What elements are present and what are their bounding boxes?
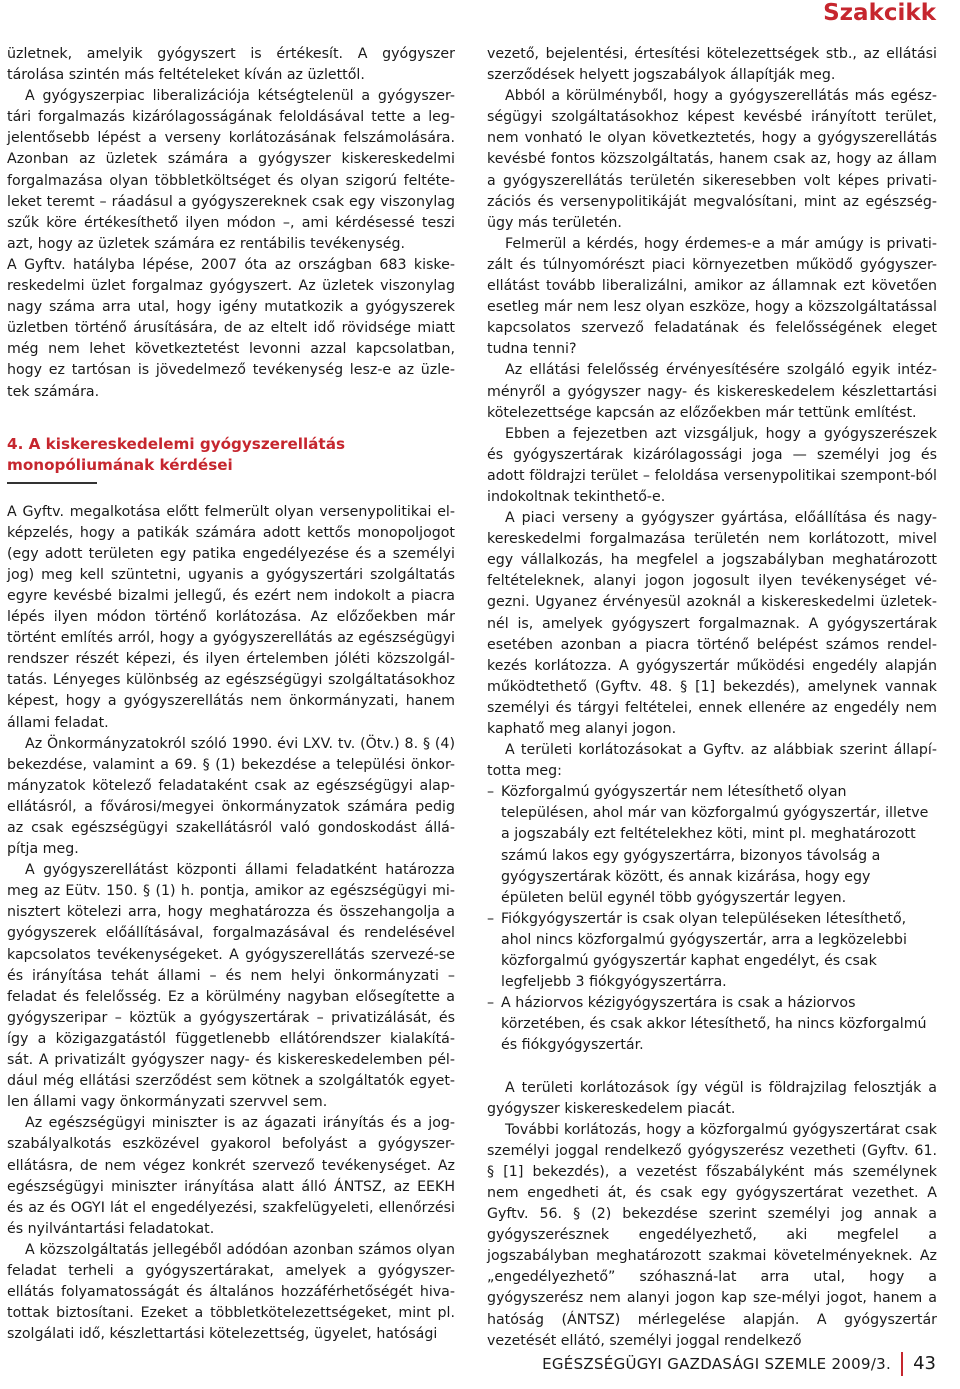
list-dash: – bbox=[487, 784, 495, 801]
paragraph: A Gyftv. hatályba lépése, 2007 óta az országban 683 kiske-reskedelmi üzlet forgalmaz gyógyszert. Az üzletek viszonylag nagy száma arra utal, hogy igény mutatkozik a gyógyszerek üzletben történő árusítására, de az eltelt idő rövidsége miatt még nem lehet következtetést levonni azzal kapcsolatban, hogy ez tartósan is jövedelmező tevékenység lesz-e az üzle-tek számára. bbox=[7, 256, 455, 400]
list-item-text: Fiókgyógyszertár is csak olyan településeken létesíthető, ahol nincs közforgalmú gyógyszertár, arra a legközelebbi közforgalmú gyógyszertár kaphat engedélyt, és csak legfeljebb 3 fiókgyógyszertárra. bbox=[501, 910, 907, 991]
footer-divider bbox=[901, 1352, 903, 1376]
paragraph: üzletnek, amelyik gyógyszert is értékesít. A gyógyszer tárolása szintén más feltételeket kíván az üzlettől. bbox=[7, 46, 455, 84]
paragraph: vezető, bejelentési, értesítési kötelezettségek stb., az ellátási szerződések helyett jogszabályok állapítják meg. bbox=[487, 46, 937, 84]
paragraph: Az Önkormányzatokról szóló 1990. évi LXV. tv. (Ötv.) 8. § (4) bekezdése, valamint a 69. § (1) bekezdése a települési önkor-mányzatok kötelező feladataként csak az egészségügyi alap-ellátásról, a fővárosi/megyei önkormányzatok számára pedig az csak egészségügyi szakellátásról való gondoskodást állá-pítja meg. bbox=[7, 735, 455, 858]
left-column bbox=[7, 44, 455, 1345]
journal-name: EGÉSZSÉGÜGYI GAZDASÁGI SZEMLE 2009/3. bbox=[542, 1355, 892, 1373]
list-item bbox=[487, 782, 937, 909]
paragraph: A területi korlátozásokat a Gyftv. az alábbiak szerint állapí-totta meg: bbox=[487, 742, 937, 780]
paragraph: Abból a körülményből, hogy a gyógyszerellátás más egész-ségügyi szolgáltatásokhoz képest kevésbé irányított terület, nem vonható le olyan következtetés, hogy a gyógyszerellátás kevésbé fontos közszolgáltatás, hanem csak az, hogy az állam a gyógyszerellátás területén sikeresebben volt képes privati-zációs és versenypolitikáját megvalósítani, mint az egészség-ügy más területén. bbox=[487, 88, 937, 231]
paragraph: Felmerül a kérdés, hogy érdemes-e a már amúgy is privati-zált és túlnyomórészt piaci környezetben működő gyógyszer-ellátást tovább liberalizálni, amikor az államnak ezt követően esetleg már nem lesz olyan eszköze, hogy a közszolgáltatással kapcsolatos szervező feladatának és felelősségének eleget tudna tenni? bbox=[487, 235, 937, 358]
section-divider bbox=[7, 482, 97, 484]
paragraph: Az ellátási felelősség érvényesítésére szolgáló egyik intéz-ményről a gyógyszer nagy- és kiskereskedelem készlettartási kötelezettsége kapcsán az előzőekben már tettünk említést. bbox=[487, 362, 937, 421]
page-footer bbox=[542, 1349, 936, 1379]
paragraph: Az egészségügyi miniszter is az ágazati irányítás és a jog-szabályalkotás eszközével gyakorol befolyást a gyógyszer-ellátásra, de nem végez konkrét szervező tevékenységet. Az egészségügyi miniszter irányítása alatt álló ÁNTSZ, az EEKH és az és OGYI lát el engedélyezési, szakfelügyeleti, ellenőrzési és nyilvántartási feladatokat. bbox=[7, 1115, 455, 1237]
paragraph: A területi korlátozások így végül is földrajzilag felosztják a gyógyszer kiskereskedelem piacát. bbox=[487, 1079, 937, 1117]
page-number: 43 bbox=[913, 1353, 936, 1374]
paragraph: További korlátozás, hogy a közforgalmú gyógyszertárat csak személyi joggal rendelkező gyógyszerész vezetheti (Gyftv. 61. § [1] bekezdés), a vezetést főszabályként más személynek nem engedheti át, és csak egy gyógyszertárat vezethet. A Gyftv. 56. § (2) bekezdése szerint személyi jog annak a gyógyszerésznek engedélyezhető, aki megfelel a jogszabályban meghatározott szakmai követelményeknek. Az „engedélyezhető” szóhaszná-lat arra utal, hogy a gyógyszerész nem alanyi jogon kap sze-mélyi jogot, hanem a hatóság (ÁNTSZ) mérlegelése alapján. A gyógyszertár vezetését ellátó, személyi joggal rendelkező bbox=[487, 1121, 937, 1349]
list-item-text: A háziorvos kézigyógyszertára is csak a háziorvos körzetében, és csak akkor létesíthető, ha nincs közforgalmú és fiókgyógyszertár. bbox=[501, 995, 927, 1054]
list-dash: – bbox=[487, 910, 495, 927]
paragraph: A gyógyszerellátást központi állami feladatként határozza meg az Eütv. 150. § (1) h. pontja, amikor az egészségügyi mi-nisztert kötelezi arra, hogy meghatározza és összehangolja a gyógyszerek előállításával, forgalmazásával és rendelésével kapcsolatos tevékenységeket. A gyógyszerellátás szervezé-se és irányítása tehát állami – és nem helyi önkormányzati – feladat és felelősség. Ez a körülmény nagyban elősegítette a gyógyszeripar – köztük a gyógyszertárak – privatizálását, és így a közigazgatástól függetlenebb ellátórendszer kialakítá-sát. A privatizált gyógyszer nagy- és kiskereskedelemben pél-dául még ellátási szerződést sem kötnek a szolgáltatók egyet-len állami vagy önkormányzati szervvel sem. bbox=[7, 862, 455, 1111]
paragraph: A közszolgáltatás jellegéből adódóan azonban számos olyan feladat terheli a gyógyszertárakat, amelyek a gyógyszer-ellátás folyamatosságát és általános hozzáférhetőségét hiva-tottak biztosítani. Ezeket a többletkötelezettségeket, mint pl. szolgálati idő, készlettartási kötelezettség, ügyelet, hatósági bbox=[7, 1241, 455, 1343]
right-column bbox=[487, 44, 937, 1352]
paragraph: Ebben a fejezetben azt vizsgáljuk, hogy a gyógyszerészek és gyógyszertárak kizárólagossági joga — személyi jog és adott földrajzi terület – feloldása versenypolitikai szempont-ból indokoltnak tekinthető-e. bbox=[487, 425, 937, 505]
section-title: 4. A kiskereskedelemi gyógyszerellátás monopóliumának kérdései bbox=[7, 434, 345, 474]
paragraph: A piaci verseny a gyógyszer gyártása, előállítása és nagy-kereskedelmi forgalmazása területén nem korlátozott, mivel egy vállalkozás, ha megfelel a jogszabályban meghatározott feltételeknek, alanyi jogon jogosult ilyen tevékenységet vé-gezni. Ugyanez érvényesül azoknál a kiskereskedelmi üzletek-nél is, amelyek gyógyszert forgalmaznak. A gyógyszertárak esetében azonban a piacra történő belépést számos rendel-kezés korlátozza. A gyógyszertár működési engedély alapján működtethető (Gyftv. 48. § [1] bekezdés), amelynek vannak személyi és tárgyi feltételei, ennek ellenére az engedély nem kaphatő meg alanyi jogon. bbox=[487, 510, 937, 737]
list-item bbox=[487, 909, 937, 993]
paragraph: A gyógyszerpiac liberalizációja kétségtelenül a gyógyszer-tári forgalmazás kizárólagosságának feloldásával tette a leg-jelentősebb lépést a verseny korlátozásának felszámolására. Azonban az üzletek számára a gyógyszer kiskereskedelmi forgalmazása olyan többletköltséget és olyan szigorú feltéte-leket teremt – ráadásul a gyógyszereknek csak egy viszonylag szűk köre értékesíthető ilyen módon –, ami kérdésessé teszi azt, hogy az üzletek számára ez rentábilis tevékenység. bbox=[7, 88, 455, 252]
list-dash: – bbox=[487, 995, 495, 1012]
list-item-text: Közforgalmú gyógyszertár nem létesíthető olyan településen, ahol már van közforgalmú gyógyszertár, illetve a jogszabály ezt feltételekhez köti, mint pl. meghatározott számú lakos egy gyógyszertárra, bizonyos távolság a gyógyszertárak között, és annak kizárása, hogy egy épületen belül egynél több gyógyszertár legyen. bbox=[501, 784, 929, 906]
list-item bbox=[487, 993, 937, 1056]
spacer bbox=[487, 1057, 937, 1078]
section-header: Szakcikk bbox=[823, 0, 936, 26]
spacer bbox=[7, 403, 455, 424]
paragraph: A Gyftv. megalkotása előtt felmerült olyan versenypolitikai el-képzelés, hogy a patikák számára adott kettős monopoljogot (egy adott területen egy patika engedélyezése és a személyi jog) meg kell szüntetni, ugyanis a gyógyszertári szolgáltatás egyre kevésbé bizalmi jellegű, és ezért nem indokolt a piacra lépés ilyen módon történő korlátozása. Az előzőekben már történt említés arról, hogy a gyógyszerellátás az egészségügyi rendszer részét képezi, és ilyen értelemben jóléti közszolgál-tatás. Lényeges különbség az egészségügyi szolgáltatásokhoz képest, hogy a gyógyszerellátás nem önkormányzati, hanem állami feladat. bbox=[7, 503, 455, 731]
